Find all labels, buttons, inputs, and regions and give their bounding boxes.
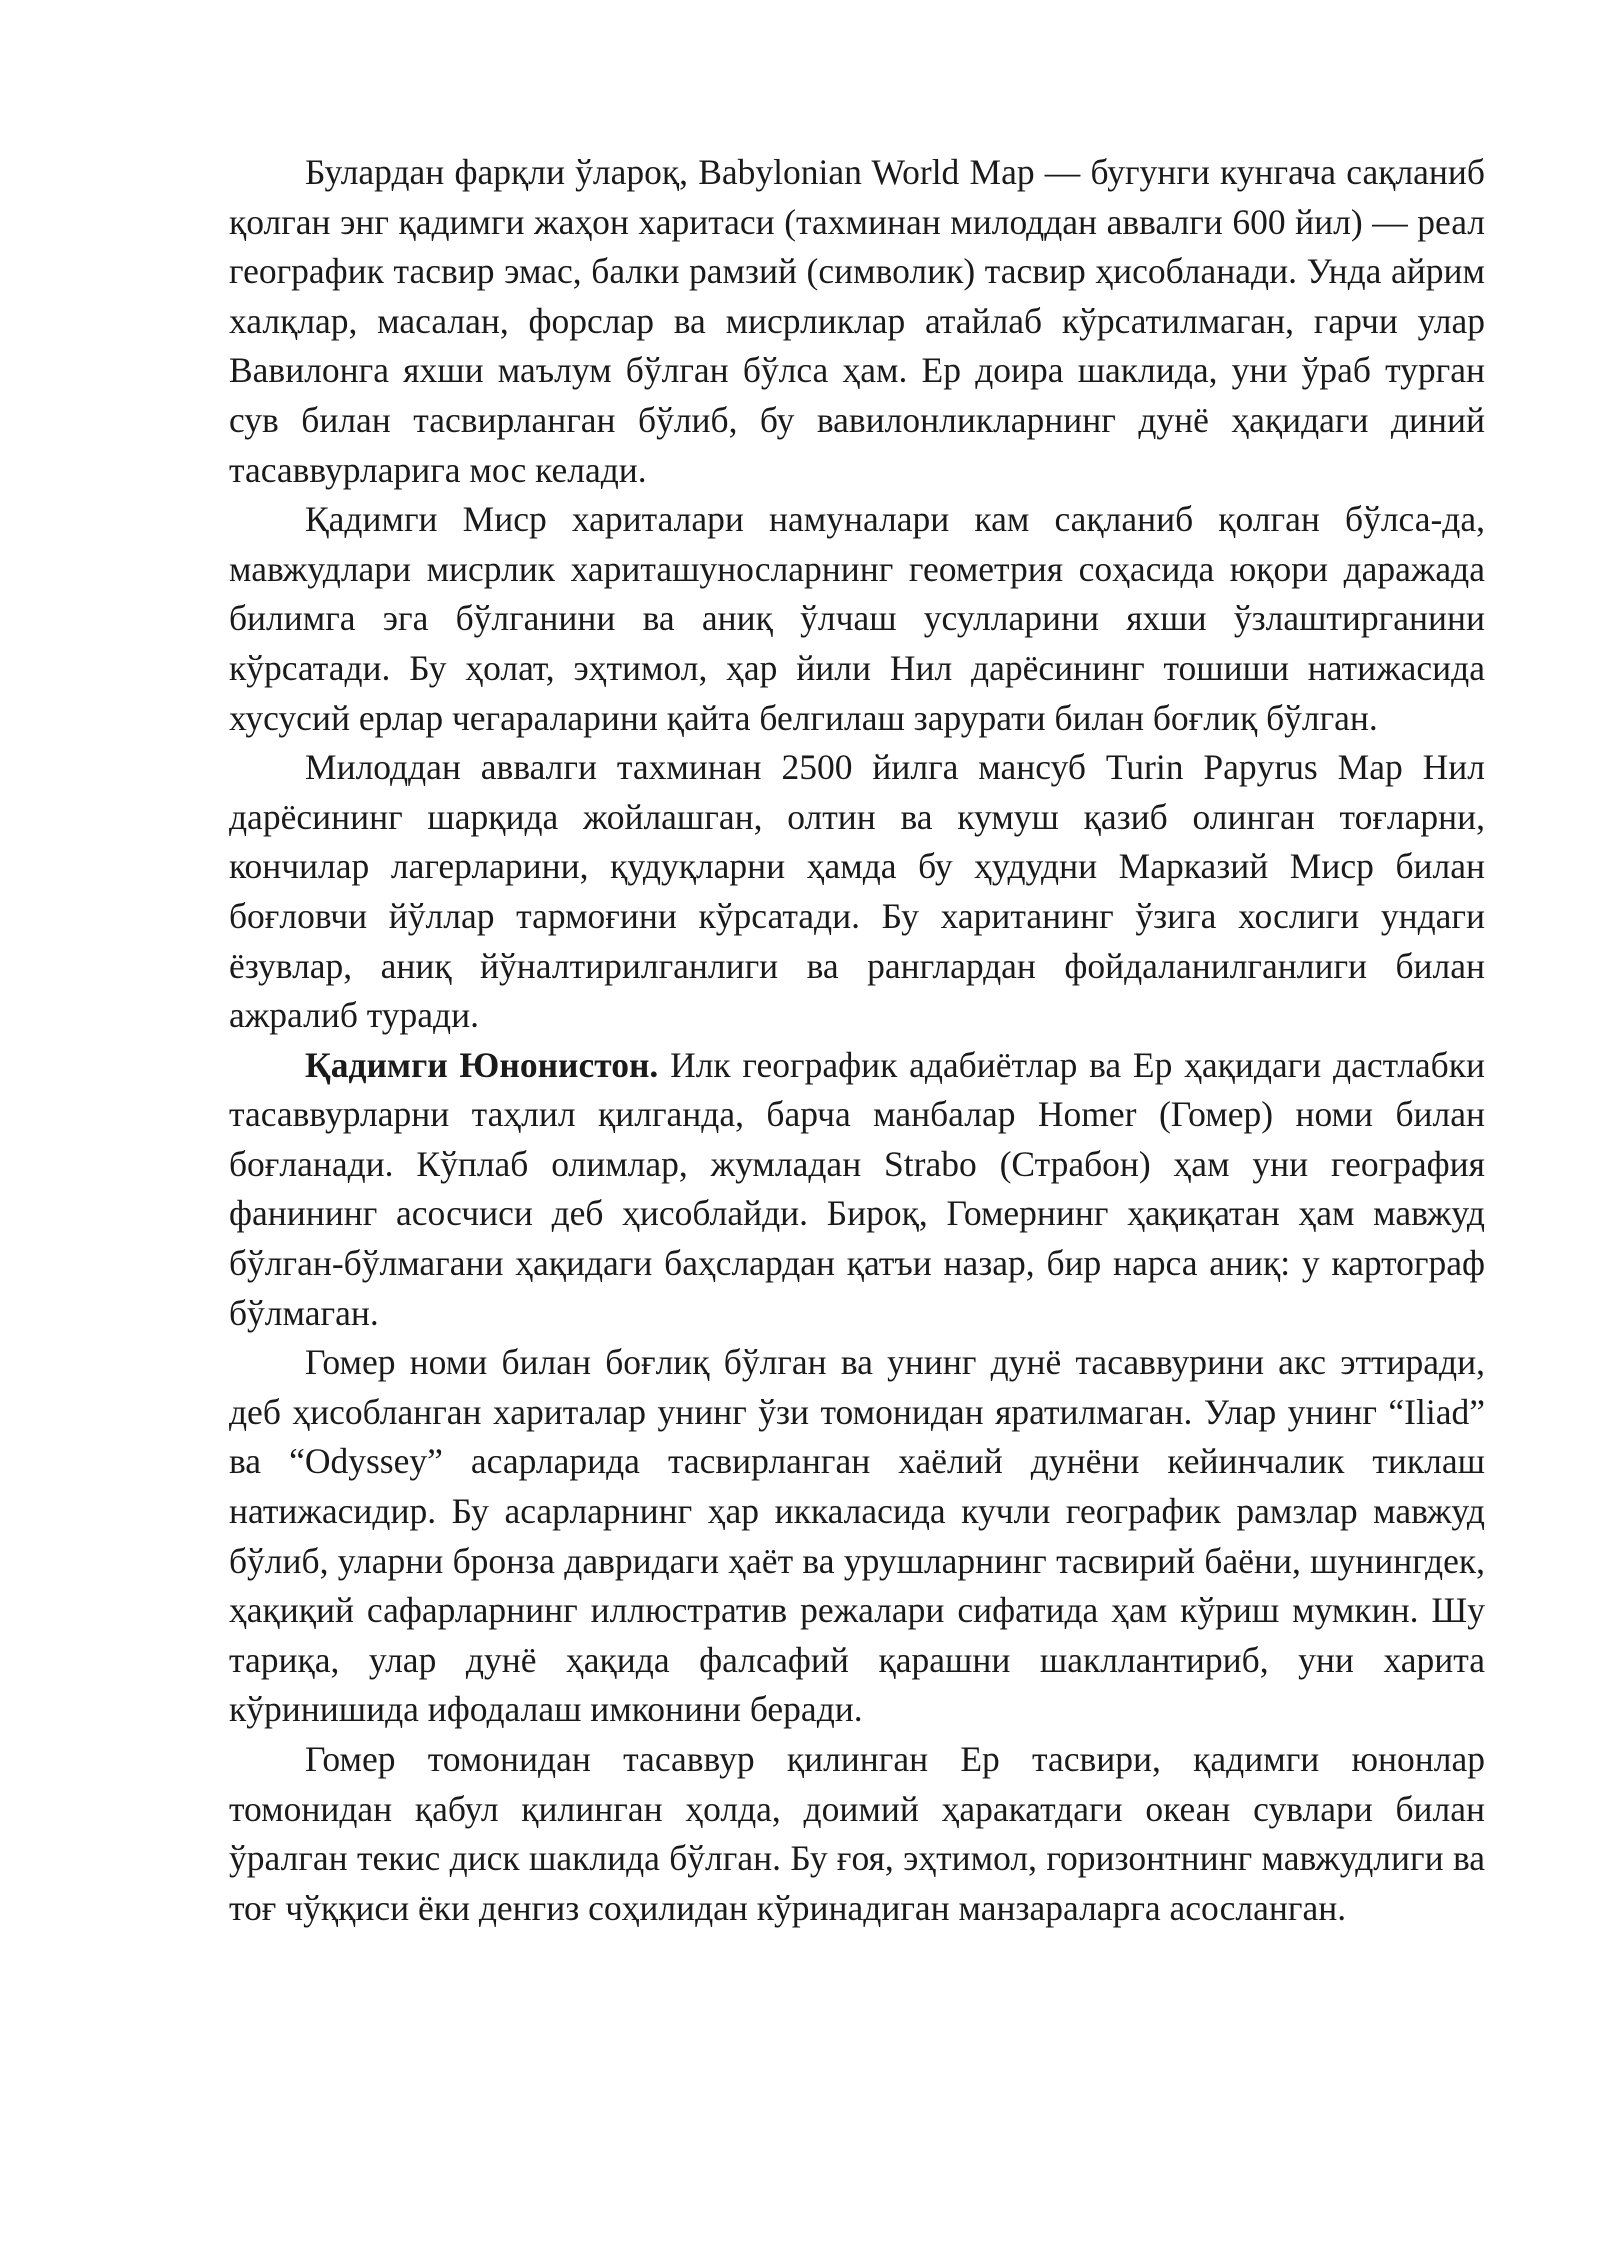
paragraph-text: Милоддан аввалги тахминан 2500 йилга мансуб Turin Papyrus Map Нил дарёсининг шарқида жойлашган, олтин ва кумуш қазиб олинган тоғларни, кончилар лагерларини, қудуқларни ҳамда бу ҳудудни Марказий Миср билан боғловчи йўллар тармоғини кўрсатади. Бу хаританинг ўзига хослиги ундаги ёзувлар, аниқ йўналтирилганлиги ва ранглардан фойдаланилганлиги билан ажралиб туради.: [229, 747, 1485, 1036]
paragraph-text: Қадимги Миср хариталари намуналари кам сақланиб қолган бўлса-да, мавжудлари мисрлик хариташуносларнинг геометрия соҳасида юқори даражада билимга эга бўлганини ва аниқ ўлчаш усулларини яхши ўзлаштирганини кўрсатади. Бу ҳолат, эҳтимол, ҳар йили Нил дарёсининг тошиши натижасида хусусий ерлар чегараларини қайта белгилаш зарурати билан боғлиқ бўлган.: [229, 499, 1485, 738]
paragraph-ancient-greece: [229, 1041, 1485, 1339]
paragraph-homer-maps: [229, 1338, 1485, 1735]
paragraph-homer-earth: [229, 1735, 1485, 1933]
document-page: [229, 148, 1485, 1933]
paragraph-text: Гомер томонидан тасаввур қилинган Ер тасвири, қадимги юнонлар томонидан қабул қилинган ҳолда, доимий ҳаракатдаги океан сувлари билан ўралган текис диск шаклида бўлган. Бу ғоя, эҳтимол, горизонтнинг мавжудлиги ва тоғ чўққиси ёки денгиз соҳилидан кўринадиган манзараларга асосланган.: [229, 1739, 1485, 1928]
paragraph-text: Булардан фарқли ўлароқ, Babylonian World Map — бугунги кунгача сақланиб қолган энг қадимги жаҳон харитаси (тахминан милоддан аввалги 600 йил) — реал географик тасвир эмас, балки рамзий (символик) тасвир ҳисобланади. Унда айрим халқлар, масалан, форслар ва мисрликлар атайлаб кўрсатилмаган, гарчи улар Вавилонга яхши маълум бўлган бўлса ҳам. Ер доира шаклида, уни ўраб турган сув билан тасвирланган бўлиб, бу вавилонликларнинг дунё ҳақидаги диний тасаввурларига мос келади.: [229, 152, 1485, 490]
paragraph-turin-papyrus: [229, 743, 1485, 1041]
paragraph-text: Гомер номи билан боғлиқ бўлган ва унинг дунё тасаввурини акс эттиради, деб ҳисобланган хариталар унинг ўзи томонидан яратилмаган. Улар унинг “Iliad” ва “Odyssey” асарларида тасвирланган хаёлий дунёни кейинчалик тиклаш натижасидир. Бу асарларнинг ҳар иккаласида кучли географик рамзлар мавжуд бўлиб, уларни бронза давридаги ҳаёт ва урушларнинг тасвирий баёни, шунингдек, ҳақиқий сафарларнинг иллюстратив режалари сифатида ҳам кўриш мумкин. Шу тариқа, улар дунё ҳақида фалсафий қарашни шакллантириб, уни харита кўринишида ифодалаш имконини беради.: [229, 1342, 1485, 1730]
section-heading: Қадимги Юнонистон.: [305, 1044, 659, 1085]
paragraph-babylonian-map: [229, 148, 1485, 495]
paragraph-text: Илк географик адабиётлар ва Ер ҳақидаги дастлабки тасаввурларни таҳлил қилганда, барча манбалар Homer (Гомер) номи билан боғланади. Кўплаб олимлар, жумладан Strabo (Страбон) ҳам уни география фанининг асосчиси деб ҳисоблайди. Бироқ, Гомернинг ҳақиқатан ҳам мавжуд бўлган-бўлмагани ҳақидаги баҳслардан қатъи назар, бир нарса аниқ: у картограф бўлмаган.: [229, 1044, 1485, 1333]
paragraph-egyptian-maps: [229, 495, 1485, 743]
